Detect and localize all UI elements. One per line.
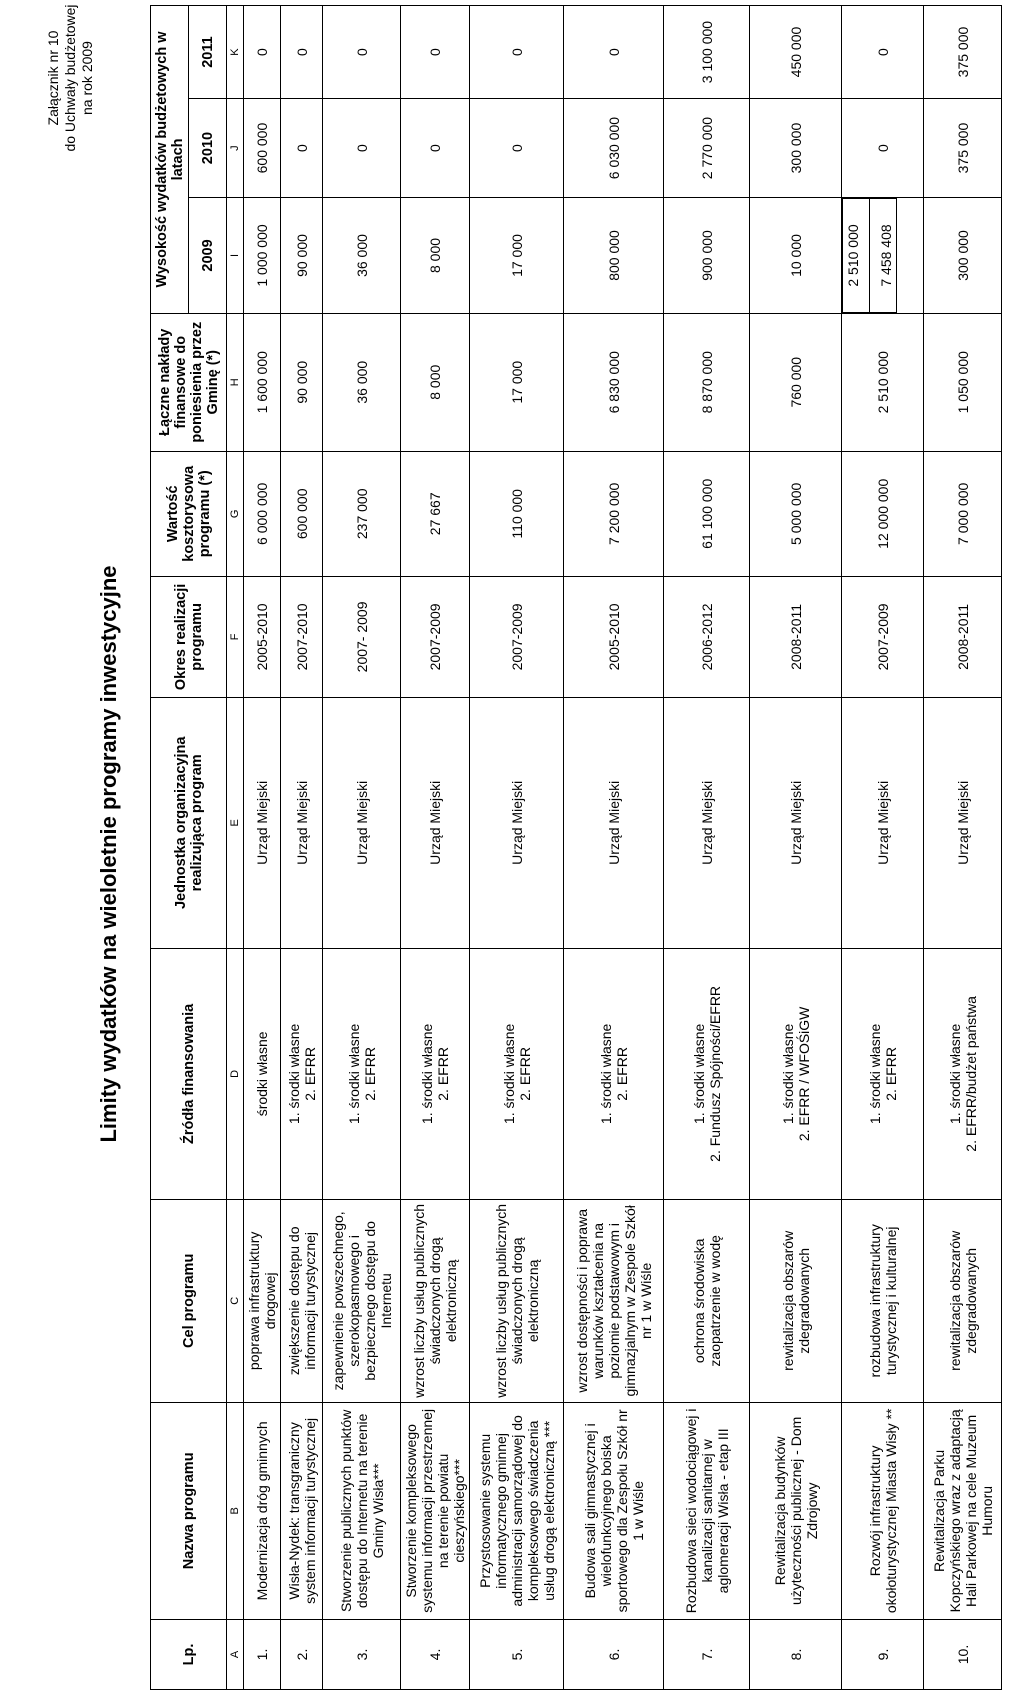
table-row: [842, 6, 924, 1690]
cell-value: 7 000 000: [924, 451, 1002, 577]
header-years-group: Wysokość wydatków budżetowych w latach: [151, 6, 189, 314]
table-row: [470, 6, 564, 1690]
cell-period: 2005-2010: [564, 577, 664, 698]
column-letter: H: [227, 313, 244, 451]
cell-2011: 0: [244, 6, 281, 99]
source-line: 2. EFRR: [882, 1047, 899, 1101]
table-row: [664, 6, 750, 1690]
source-line: 1. środki własne: [419, 1023, 435, 1125]
column-letter: I: [227, 198, 244, 314]
cell-2009-value: 2 510 000: [845, 199, 870, 312]
header-2011: 2011: [189, 6, 227, 99]
cell-period: 2008-2011: [750, 577, 842, 698]
source-line: 2. EFRR: [361, 1047, 378, 1101]
cell-value: 110 000: [470, 451, 564, 577]
cell-value: 5 000 000: [750, 451, 842, 577]
table-row: [750, 6, 842, 1690]
cell-name: Rozwój infrastruktury okołoturystycznej Miasta Wisły **: [842, 1402, 924, 1619]
source-line: 2. EFRR: [435, 1047, 451, 1101]
cell-unit: Urząd Miejski: [281, 697, 323, 948]
cell-sources: [664, 948, 750, 1199]
cell-2009: [842, 198, 897, 313]
cell-total: 760 000: [750, 313, 842, 451]
cell-sources: [323, 948, 401, 1199]
cell-total: 2 510 000: [842, 313, 924, 451]
cell-unit: Urząd Miejski: [244, 697, 281, 948]
cell-period: 2007- 2009: [323, 577, 401, 698]
header-goal: Cel programu: [151, 1199, 227, 1402]
source-line: 1. środki własne: [500, 1023, 517, 1125]
cell-total: 8 000: [401, 313, 470, 451]
cell-2009: 1 000 000: [244, 198, 281, 314]
annex-line: na rok 2009: [79, 41, 95, 115]
cell-period: 2007-2009: [470, 577, 564, 698]
cell-name: Stworzenie kompleksowego systemu informacji przestrzennej na terenie powiatu cieszyńskiego***: [401, 1402, 470, 1619]
cell-goal: wzrost liczby usług publicznych świadczonych drogą elektroniczną: [470, 1199, 564, 1402]
column-letter: D: [227, 948, 244, 1199]
cell-total: 90 000: [281, 313, 323, 451]
header-total: Łączne nakłady finansowe do poniesienia przez Gminę (*): [151, 313, 227, 451]
cell-total: 6 830 000: [564, 313, 664, 451]
cell-name: Budowa sali gimnastycznej i wielofunkcyjnego boiska sportowego dla Zespołu Szkół nr 1 w Wiśle: [564, 1402, 664, 1619]
cell-unit: Urząd Miejski: [470, 697, 564, 948]
cell-lp: 9.: [842, 1620, 924, 1690]
cell-goal: zwiększenie dostępu do informacji turystycznej: [281, 1199, 323, 1402]
cell-2009-extra: 7 458 408: [878, 224, 894, 287]
cell-lp: 10.: [924, 1620, 1002, 1690]
cell-lp: 1.: [244, 1620, 281, 1690]
cell-goal: rozbudowa infrastruktury turystycznej i kulturalnej: [842, 1199, 924, 1402]
source-line: 1. środki własne: [866, 1023, 883, 1125]
limits-table: [150, 5, 1002, 1690]
source-line: 2. EFRR/budżet państwa: [962, 996, 979, 1152]
cell-goal: wzrost dostępności i poprawa warunków kształcenia na poziomie podstawowym i gimnazjalnym w Zespole Szkół nr 1 w Wiśle: [564, 1199, 664, 1402]
cell-total: 36 000: [323, 313, 401, 451]
source-line: 1. środki własne: [285, 1023, 302, 1125]
header-sources: Źródła finansowania: [151, 948, 227, 1199]
cell-period: 2005-2010: [244, 577, 281, 698]
cell-sources: [470, 948, 564, 1199]
cell-name: Rewitalizacja budynków użyteczności publicznej - Dom Zdrojowy: [750, 1402, 842, 1619]
cell-2010: 600 000: [244, 99, 281, 198]
column-letter: G: [227, 451, 244, 577]
source-line: 1. środki własne: [597, 1023, 614, 1125]
cell-2011: 0: [470, 6, 564, 99]
cell-period: 2007-2009: [842, 577, 924, 698]
cell-2011: 0: [281, 6, 323, 99]
annex-line: do Uchwały budżetowej: [62, 4, 78, 152]
source-line: 2. EFRR / WFOŚiGW: [795, 1006, 812, 1142]
column-letter: E: [227, 697, 244, 948]
cell-2010: 6 030 000: [564, 99, 664, 198]
cell-goal: poprawa infrastruktury drogowej: [244, 1199, 281, 1402]
cell-unit: Urząd Miejski: [401, 697, 470, 948]
cell-lp: 2.: [281, 1620, 323, 1690]
cell-2011: 450 000: [750, 6, 842, 99]
cell-total: 17 000: [470, 313, 564, 451]
table-row: [401, 6, 470, 1690]
header-2010: 2010: [189, 99, 227, 198]
cell-goal: zapewnienie powszechnego, szerokopasmowego i bezpiecznego dostępu do Internetu: [323, 1199, 401, 1402]
cell-2010: 2 770 000: [664, 99, 750, 198]
cell-name: Rozbudowa sieci wodociągowej i kanalizacji sanitarnej w aglomeracji Wisła - etap III: [664, 1402, 750, 1619]
header-lp: Lp.: [151, 1620, 227, 1690]
cell-total: 8 870 000: [664, 313, 750, 451]
source-line: 2. EFRR: [516, 1047, 533, 1101]
cell-lp: 6.: [564, 1620, 664, 1690]
cell-value: 7 200 000: [564, 451, 664, 577]
cell-name: Stworzenie publicznych punktów dostępu do Internetu na terenie Gminy Wisła***: [323, 1402, 401, 1619]
cell-2010: 0: [323, 99, 401, 198]
cell-2011: 0: [401, 6, 470, 99]
column-letter: J: [227, 99, 244, 198]
cell-2009: 800 000: [564, 198, 664, 314]
header-value: Wartość kosztorysowa programu (*): [151, 451, 227, 577]
cell-goal: rewitalizacja obszarów zdegradowanych: [924, 1199, 1002, 1402]
source-line: 2. EFRR: [301, 1047, 318, 1101]
cell-unit: Urząd Miejski: [842, 697, 924, 948]
source-line: środki własne: [254, 1031, 270, 1117]
cell-lp: 8.: [750, 1620, 842, 1690]
cell-name: Modernizacja dróg gminnych: [244, 1402, 281, 1619]
cell-lp: 5.: [470, 1620, 564, 1690]
header-period: Okres realizacji programu: [151, 577, 227, 698]
cell-sources: [244, 948, 281, 1199]
annex-line: Załącznik nr 10: [45, 30, 61, 126]
cell-2010: 0: [842, 99, 924, 198]
cell-unit: Urząd Miejski: [323, 697, 401, 948]
cell-2011: 0: [564, 6, 664, 99]
cell-sources: [401, 948, 470, 1199]
cell-sources: [750, 948, 842, 1199]
column-letter: A: [227, 1620, 244, 1690]
cell-period: 2007-2009: [401, 577, 470, 698]
cell-period: 2008-2011: [924, 577, 1002, 698]
cell-name: Przystosowanie systemu informatycznego gminnej administracji samorządowej do kompleksowego świadczenia usług drogą elektroniczną ***: [470, 1402, 564, 1619]
cell-name: Wisła-Nydek: transgraniczny system informacji turystycznej: [281, 1402, 323, 1619]
cell-sources: [281, 948, 323, 1199]
cell-2011: 375 000: [924, 6, 1002, 99]
cell-value: 61 100 000: [664, 451, 750, 577]
cell-2009: 17 000: [470, 198, 564, 314]
cell-unit: Urząd Miejski: [664, 697, 750, 948]
cell-lp: 4.: [401, 1620, 470, 1690]
cell-2010: 0: [470, 99, 564, 198]
header-unit: Jednostka organizacyjna realizująca program: [151, 697, 227, 948]
source-line: 1. środki własne: [779, 1023, 796, 1125]
source-line: 2. Fundusz Spójności/EFRR: [706, 985, 723, 1162]
header-name: Nazwa programu: [151, 1402, 227, 1619]
column-letter: F: [227, 577, 244, 698]
source-line: 1. środki własne: [946, 1023, 963, 1125]
cell-goal: wzrost liczby usług publicznych świadczonych drogą elektroniczną: [401, 1199, 470, 1402]
cell-period: 2006-2012: [664, 577, 750, 698]
cell-2010: 375 000: [924, 99, 1002, 198]
cell-goal: rewitalizacja obszarów zdegradowanych: [750, 1199, 842, 1402]
table-row: [244, 6, 281, 1690]
cell-sources: [924, 948, 1002, 1199]
cell-2009: 10 000: [750, 198, 842, 314]
cell-total: 1 600 000: [244, 313, 281, 451]
cell-value: 12 000 000: [842, 451, 924, 577]
cell-unit: Urząd Miejski: [750, 697, 842, 948]
cell-sources: [564, 948, 664, 1199]
cell-value: 27 667: [401, 451, 470, 577]
column-letter: B: [227, 1402, 244, 1619]
cell-2009: 900 000: [664, 198, 750, 314]
column-letter: C: [227, 1199, 244, 1402]
cell-lp: 3.: [323, 1620, 401, 1690]
cell-2010: 300 000: [750, 99, 842, 198]
cell-total: 1 050 000: [924, 313, 1002, 451]
cell-unit: Urząd Miejski: [564, 697, 664, 948]
cell-goal: ochrona środowiska zaopatrzenie w wodę: [664, 1199, 750, 1402]
column-letter: K: [227, 6, 244, 99]
source-line: 2. EFRR: [613, 1047, 630, 1101]
cell-2011: 3 100 000: [664, 6, 750, 99]
cell-period: 2007-2010: [281, 577, 323, 698]
source-line: 1. środki własne: [345, 1023, 362, 1125]
cell-2011: 0: [842, 6, 924, 99]
cell-2010: 0: [401, 99, 470, 198]
cell-unit: Urząd Miejski: [924, 697, 1002, 948]
column-letters-row: [227, 6, 244, 1690]
cell-value: 600 000: [281, 451, 323, 577]
header-2009: 2009: [189, 198, 227, 314]
cell-sources: [842, 948, 924, 1199]
cell-2009: 90 000: [281, 198, 323, 314]
cell-2009: 36 000: [323, 198, 401, 314]
annex-note: [45, 0, 96, 163]
cell-value: 237 000: [323, 451, 401, 577]
cell-2009: 8 000: [401, 198, 470, 314]
cell-value: 6 000 000: [244, 451, 281, 577]
cell-2009: 300 000: [924, 198, 1002, 314]
page-title: Limity wydatków na wieloletnie programy inwestycyjne: [96, 565, 121, 1143]
cell-2010: 0: [281, 99, 323, 198]
source-line: 1. środki własne: [690, 1023, 707, 1125]
table-row: [281, 6, 323, 1690]
table-row: [323, 6, 401, 1690]
cell-name: Rewitalizacja Parku Kopczyńskiego wraz z adaptacją Hali Parkowej na cele Muzeum Humoru: [924, 1402, 1002, 1619]
cell-lp: 7.: [664, 1620, 750, 1690]
cell-2011: 0: [323, 6, 401, 99]
table-row: [564, 6, 664, 1690]
table-row: [924, 6, 1002, 1690]
